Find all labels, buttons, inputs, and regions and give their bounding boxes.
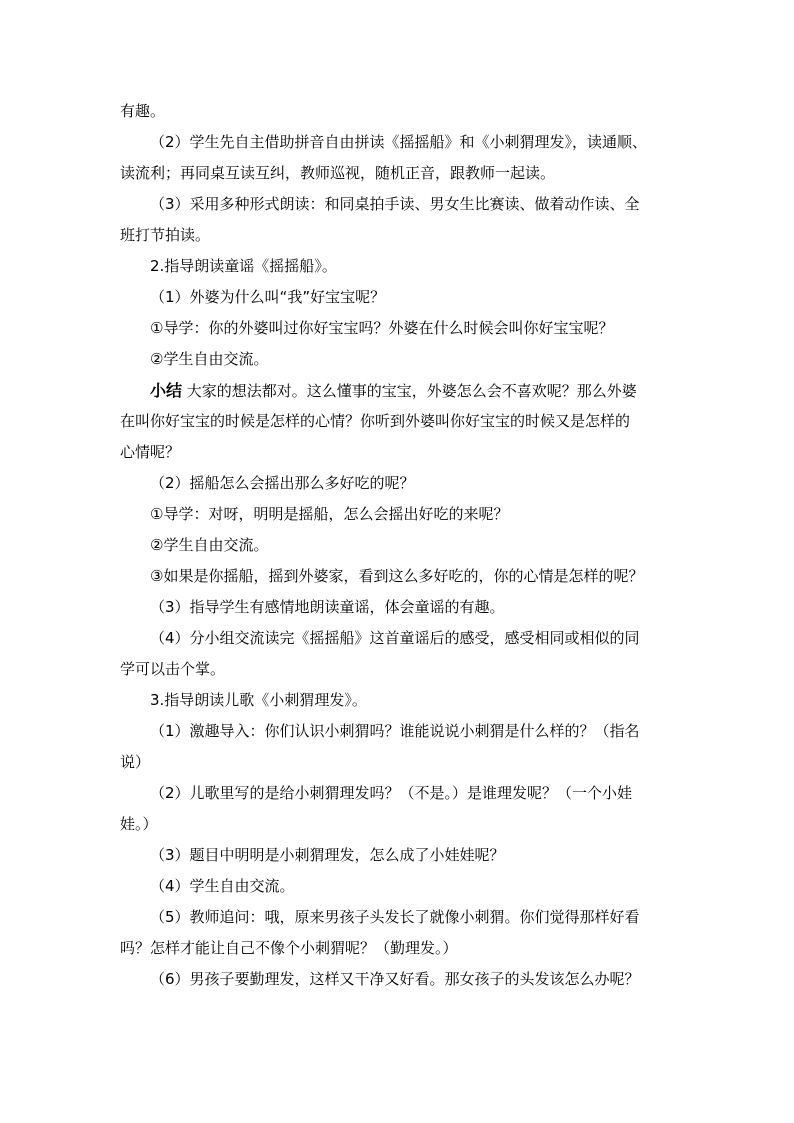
paragraph-line <box>120 220 680 251</box>
line-text: （6）男孩子要勤理发，这样又干净又好看。那女孩子的头发该怎么办呢？ <box>150 970 640 988</box>
paragraph-line <box>120 499 680 530</box>
line-text: 吗？怎样才能让自己不像个小刺猬呢？（勤理发。） <box>120 939 458 957</box>
line-text: ②学生自由交流。 <box>150 536 269 554</box>
line-text: （4）学生自由交流。 <box>150 877 295 895</box>
paragraph-line <box>120 530 680 561</box>
paragraph-line <box>120 375 680 406</box>
line-text: （1）外婆为什么叫“我”好宝宝呢？ <box>150 288 386 306</box>
line-text: 2.指导朗读童谣《摇摇船》。 <box>150 257 337 275</box>
line-text: （3）采用多种形式朗读：和同桌拍手读、男女生比赛读、做着动作读、全 <box>150 195 640 213</box>
paragraph-line <box>120 778 680 809</box>
document-body <box>120 96 680 995</box>
paragraph-line <box>120 251 680 282</box>
paragraph-line <box>120 561 680 592</box>
line-text: 读流利；再同桌互读互纠，教师巡视，随机正音，跟教师一起读。 <box>120 164 556 182</box>
line-text: （2）学生先自主借助拼音自由拼读《摇摇船》和《小刺猬理发》，读通顺、 <box>150 133 648 151</box>
line-text: 娃。） <box>120 815 158 833</box>
paragraph-line <box>120 623 680 654</box>
line-text: ①导学：对呀，明明是摇船，怎么会摇出好吃的来呢？ <box>150 505 509 523</box>
paragraph-line <box>120 189 680 220</box>
paragraph-line <box>120 127 680 158</box>
line-text: （3）指导学生有感情地朗读童谣，体会童谣的有趣。 <box>150 598 505 616</box>
paragraph-line <box>120 902 680 933</box>
paragraph-line <box>120 933 680 964</box>
line-text: （4）分小组交流读完《摇摇船》这首童谣后的感受，感受相同或相似的同 <box>150 629 640 647</box>
line-text: 说） <box>120 753 151 771</box>
paragraph-line <box>120 313 680 344</box>
line-text: ②学生自由交流。 <box>150 350 269 368</box>
paragraph-line <box>120 654 680 685</box>
paragraph-line <box>120 716 680 747</box>
paragraph-line <box>120 96 680 127</box>
line-text: 心情呢？ <box>120 443 181 461</box>
line-text: ①导学：你的外婆叫过你好宝宝吗？外婆在什么时候会叫你好宝宝呢？ <box>150 319 614 337</box>
line-text: ③如果是你摇船，摇到外婆家，看到这么多好吃的，你的心情是怎样的呢？ <box>150 567 644 585</box>
paragraph-line <box>120 809 680 840</box>
paragraph-line <box>120 964 680 995</box>
line-text: （3）题目中明明是小刺猬理发，怎么成了小娃娃呢？ <box>150 846 505 864</box>
line-text: 在叫你好宝宝的时候是怎样的心情？你听到外婆叫你好宝宝的时候又是怎样的 <box>120 412 631 430</box>
line-text: （2）儿歌里写的是给小刺猬理发吗？（不是。）是谁理发呢？（一个小娃 <box>150 784 633 802</box>
paragraph-line <box>120 871 680 902</box>
paragraph-line <box>120 468 680 499</box>
paragraph-line <box>120 282 680 313</box>
paragraph-line <box>120 406 680 437</box>
paragraph-line <box>120 840 680 871</box>
paragraph-line <box>120 344 680 375</box>
paragraph-line <box>120 685 680 716</box>
line-text: 学可以击个掌。 <box>120 660 226 678</box>
paragraph-line <box>120 747 680 778</box>
paragraph-line <box>120 437 680 468</box>
line-text: （5）教师追问：哦，原来男孩子头发长了就像小刺猬。你们觉得那样好看 <box>150 908 640 926</box>
line-text: 大家的想法都对。这么懂事的宝宝，外婆怎么会不喜欢呢？那么外婆 <box>186 382 637 400</box>
line-text: （1）激趣导入：你们认识小刺猬吗？谁能说说小刺猬是什么样的？（指名 <box>150 722 640 740</box>
paragraph-line <box>120 158 680 189</box>
line-text: 班打节拍读。 <box>120 226 211 244</box>
line-text: 3.指导朗读儿歌《小刺猬理发》。 <box>150 691 367 709</box>
line-text: 有趣。 <box>120 102 166 120</box>
paragraph-line <box>120 592 680 623</box>
line-text: （2）摇船怎么会摇出那么多好吃的呢？ <box>150 474 415 492</box>
summary-label: 小结 <box>150 381 183 400</box>
